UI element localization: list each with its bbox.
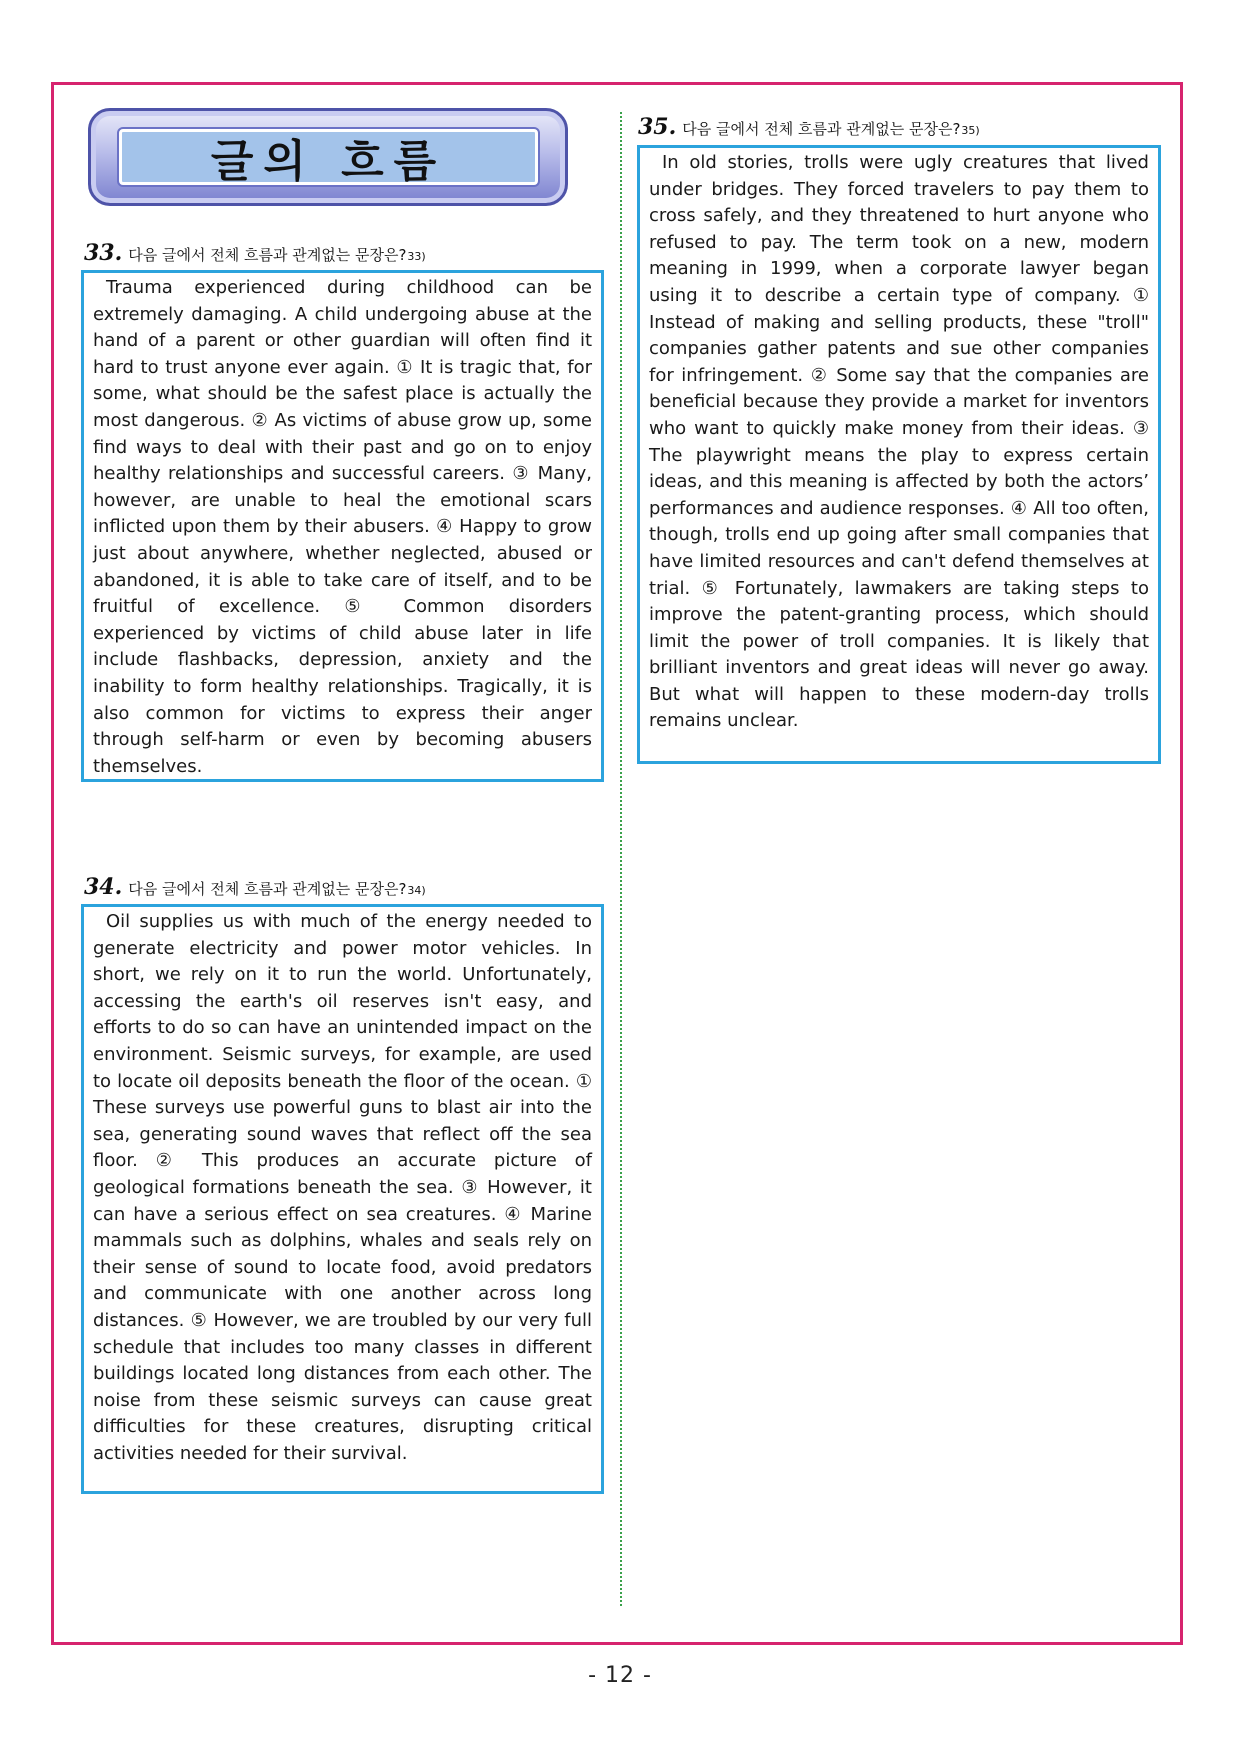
question-33-heading (84, 240, 426, 266)
question-34-heading (84, 874, 426, 900)
page-number: - 12 - (588, 1663, 652, 1688)
question-34-prompt: 다음 글에서 전체 흐름과 관계없는 문장은? (128, 880, 407, 898)
question-35-passage-box (637, 145, 1161, 764)
question-33-passage-box (81, 270, 604, 782)
question-35-passage: In old stories, trolls were ugly creatures that lived under bridges. They forced travelers to pay them to cross safely, and they threatened to hurt anyone who refused to pay. The term took on a new, modern meaning in 1999, when a corporate lawyer began using it to describe a certain type of company. ① Instead of making and selling products, these "troll" companies gather patents and sue other companies for infringement. ② Some say that the companies are beneficial because they provide a market for inventors who want to quickly make money from their ideas. ③ The playwright means the play to express certain ideas, and this meaning is affected by both the actors’ performances and audience responses. ④ All too often, though, trolls end up going after small companies that have limited resources and can't defend themselves at trial. ⑤ Fortunately, lawmakers are taking steps to improve the patent-granting process, which should limit the power of troll companies. It is likely that brilliant inventors and great ideas will never go away. But what will happen to these modern-day trolls remains unclear. (649, 152, 1149, 732)
question-34-footnote: 34) (407, 884, 426, 897)
question-33-number: 33. (84, 240, 123, 266)
question-35-heading (638, 114, 980, 140)
question-34-number: 34. (84, 874, 123, 900)
question-33-passage: Trauma experienced during childhood can be extremely damaging. A child undergoing abuse at the hand of a parent or other guardian will often find it hard to trust anyone ever again. ① It is tragic that, for some, what should be the safest place is actually the most dangerous. ② As victims of abuse grow up, some find ways to deal with their past and go on to enjoy healthy relationships and successful careers. ③ Many, however, are unable to heal the emotional scars inflicted upon them by their abusers. ④ Happy to grow just about anywhere, whether neglected, abused or abandoned, it is able to take care of itself, and to be fruitful of excellence. ⑤ Common disorders experienced by victims of child abuse later in life include flashbacks, depression, anxiety and the inability to form healthy relationships. Tragically, it is also common for victims to express their anger through self-harm or even by becoming abusers themselves. (93, 277, 592, 777)
question-35-footnote: 35) (961, 124, 980, 137)
section-title-panel (119, 129, 538, 185)
question-35-prompt: 다음 글에서 전체 흐름과 관계없는 문장은? (682, 120, 961, 138)
section-title-banner (88, 108, 568, 206)
question-35-number: 35. (638, 114, 677, 140)
question-33-footnote: 33) (407, 250, 426, 263)
column-divider (620, 112, 622, 1606)
question-33-prompt: 다음 글에서 전체 흐름과 관계없는 문장은? (128, 246, 407, 264)
section-title: 글의 흐름 (210, 136, 447, 187)
question-34-passage: Oil supplies us with much of the energy needed to generate electricity and power motor vehicles. In short, we rely on it to run the world. Unfortunately, accessing the earth's oil reserves isn't easy, and efforts to do so can have an unintended impact on the environment. Seismic surveys, for example, are used to locate oil deposits beneath the floor of the ocean. ① These surveys use powerful guns to blast air into the sea, generating sound waves that reflect off the sea floor. ② This produces an accurate picture of geological formations beneath the sea. ③ However, it can have a serious effect on sea creatures. ④ Marine mammals such as dolphins, whales and seals rely on their sense of sound to locate food, avoid predators and communicate with one another across long distances. ⑤ However, we are troubled by our very full schedule that includes too many classes in different buildings located long distances from each other. The noise from these seismic surveys can cause great difficulties for these creatures, disrupting critical activities needed for their survival. (93, 911, 592, 1464)
question-34-passage-box (81, 904, 604, 1494)
